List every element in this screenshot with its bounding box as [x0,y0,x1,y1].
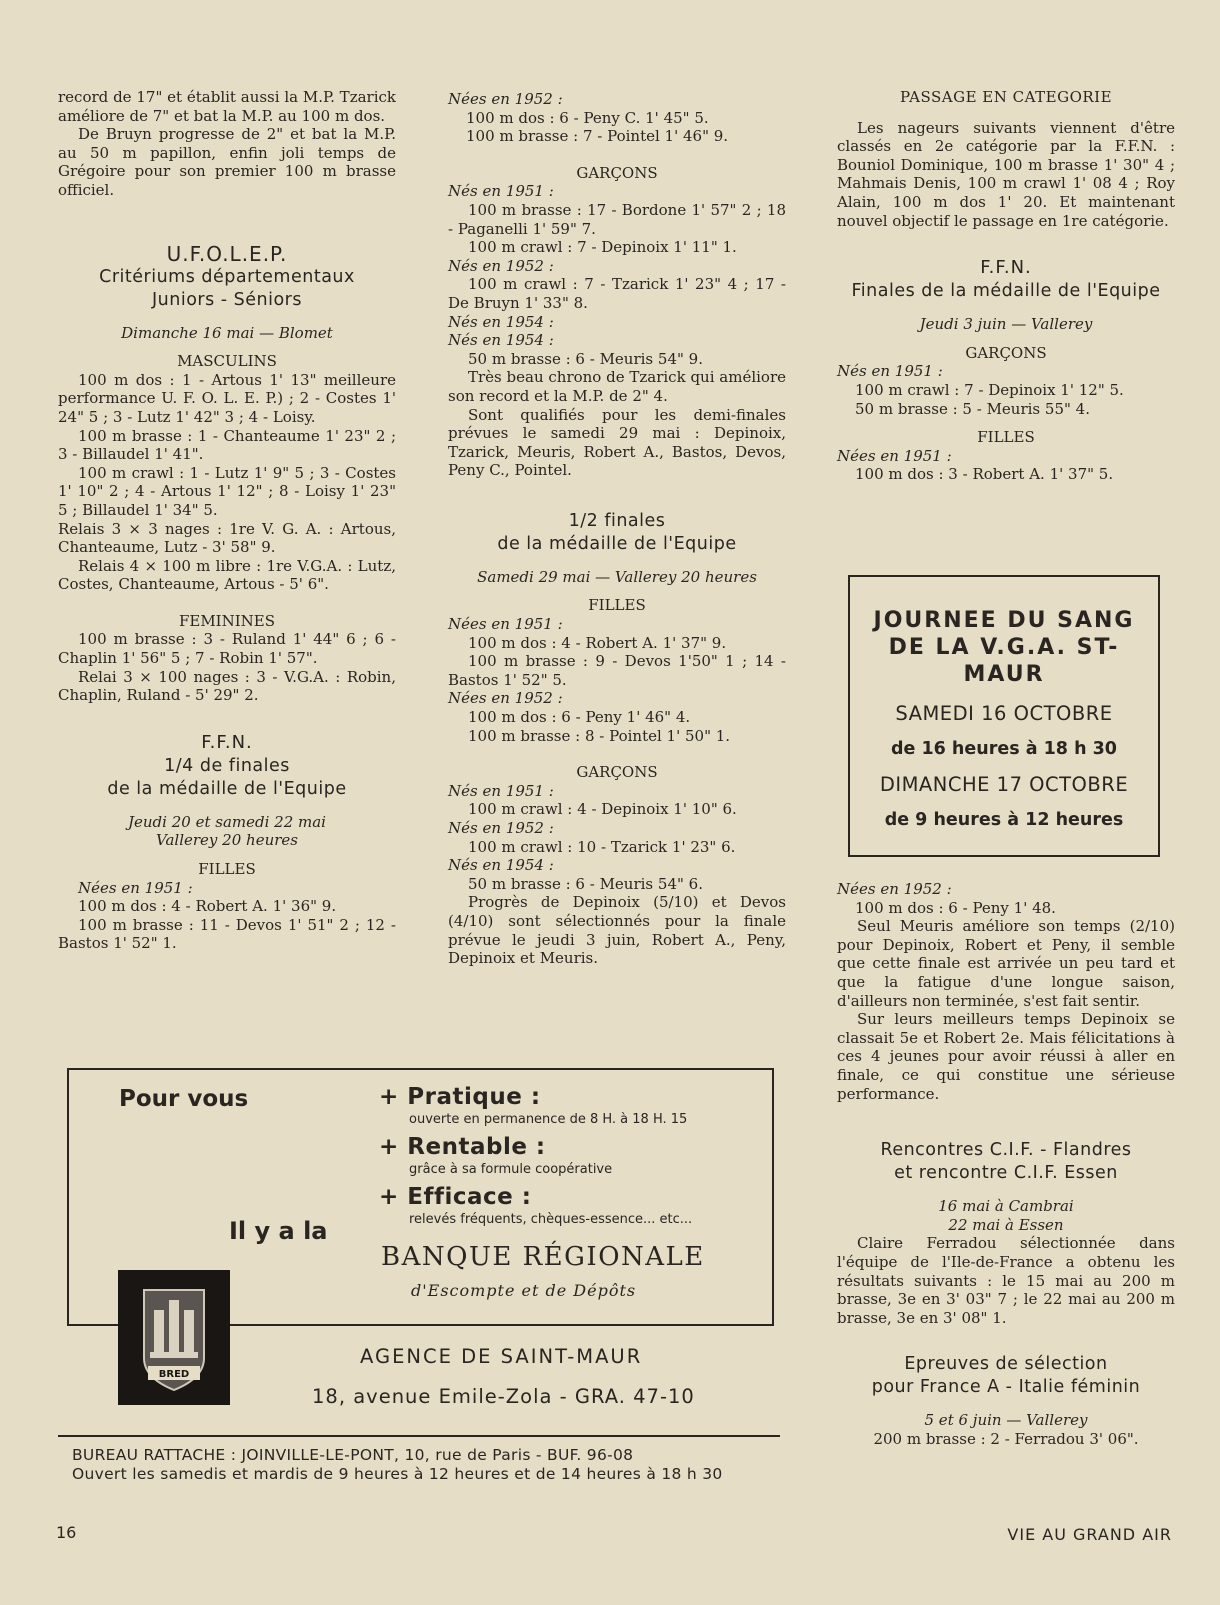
bank-subtitle: d'Escompte et de Dépôts [411,1281,637,1300]
page-number: 16 [56,1523,77,1542]
ad-feature-title: + Rentable : [379,1134,546,1160]
selection-venue: 5 et 6 juin — Vallerey [924,1411,1088,1430]
result-line: 100 m dos : 3 - Robert A. 1' 37" 5. [855,465,1114,484]
masculins-heading: MASCULINS [177,352,277,371]
ffn-title: F.F.N. [201,731,253,753]
result-line: 100 m brasse : 3 - Ruland 1' 44" 6 ; 6 - Chaplin 1' 56" 5 ; 7 - Robin 1' 57". [58,630,396,668]
blood-drive-hours: de 16 heures à 18 h 30 [891,739,1117,759]
paragraph: Claire Ferradou sélectionnée dans l'équipe de l'Ile-de-France a obtenu les résultats suivants : le 15 mai au 200 m brasse, 3e en 3' 03" 7 ; le 22 mai au 200 m brasse, 3e en 3' 08" 1. [837,1234,1175,1327]
bred-logo [118,1270,230,1405]
column-middle [448,90,786,968]
blood-drive-date: DIMANCHE 17 OCTOBRE [879,772,1129,796]
result-line: 100 m dos : 6 - Peny 1' 48. [855,898,1056,917]
result-line: 100 m dos : 6 - Peny 1' 46" 4. [468,708,691,727]
ad-pour-vous: Pour vous [119,1086,249,1112]
result-line: 100 m crawl : 4 - Depinoix 1' 10" 6. [468,800,737,819]
garcons-heading: GARÇONS [965,343,1047,362]
ffn-subtitle: Finales de la médaille de l'Equipe [851,281,1161,302]
result-line: Relai 3 × 100 nages : 3 - V.G.A. : Robin, Chaplin, Ruland - 5' 29" 2. [58,667,396,705]
paragraph: Sur leurs meilleurs temps Depinoix se classait 5e et Robert 2e. Mais félicitations à ces 4 jeunes pour avoir réussi à aller en finale, ce qui constitue une sérieuse performance. [837,1010,1175,1103]
paragraph: Seul Meuris améliore son temps (2/10) pour Depinoix, Robert et Peny, il semble que cette finale est arrivée un peu tard et que la fatigue d'une longue saison, d'ailleurs non terminée, s'est fait sentir. [837,917,1175,1010]
bureau-line: Ouvert les samedis et mardis de 9 heures à 12 heures et de 14 heures à 18 h 30 [72,1465,723,1483]
filles-heading: FILLES [588,596,646,615]
year-label: Nés en 1951 : [837,362,943,381]
ad-feature-detail: grâce à sa formule coopérative [409,1161,613,1177]
year-label: Nées en 1951 : [448,615,563,634]
ffn-subtitle: 1/4 de finales [164,755,290,776]
blood-drive-notice [848,575,1160,857]
magazine-name: VIE AU GRAND AIR [1007,1525,1172,1544]
garcons-heading: GARÇONS [576,163,658,182]
filles-heading: FILLES [198,860,256,879]
cif-venue: 22 mai à Essen [948,1215,1064,1234]
agency-name: AGENCE DE SAINT-MAUR [360,1345,643,1368]
ad-feature-title: + Pratique : [379,1084,541,1110]
result-line: 100 m dos : 4 - Robert A. 1' 36" 9. [78,897,337,916]
paragraph: Progrès de Depinoix (5/10) et Devos (4/10) sont sélectionnés pour la finale prévue le jeudi 3 juin, Robert A., Peny, Depinoix et Meuris. [448,893,786,968]
ad-feature-detail: ouverte en permanence de 8 H. à 18 H. 15 [409,1111,688,1127]
column-right [837,88,1175,484]
ffn-subtitle: de la médaille de l'Equipe [107,778,347,799]
ad-feature [379,1134,613,1179]
year-label: Nés en 1952 : [448,819,554,837]
bureau-info [72,1446,772,1484]
bank-name: BANQUE RÉGIONALE [381,1242,705,1272]
garcons-heading: GARÇONS [576,763,658,782]
result-line: 100 m dos : 4 - Robert A. 1' 37" 9. [468,633,727,652]
year-label: Nés en 1954 : [448,312,554,331]
paragraph: Très beau chrono de Tzarick qui améliore son record et la M.P. de 2" 4. [448,368,786,405]
year-label: Nés en 1951 : [448,781,554,800]
year-label: Nées en 1952 : [837,880,952,898]
ffn-venue: Jeudi 20 et samedi 22 mai [128,812,326,831]
intro-paragraph: De Bruyn progresse de 2" et bat la M.P. au 50 m papillon, enfin joli temps de Grégoire pour son premier 100 m brasse officiel. [58,125,396,199]
selection-title: pour France A - Italie féminin [871,1377,1141,1398]
result-line: 50 m brasse : 6 - Meuris 54" 9. [468,349,703,368]
ufolep-venue: Dimanche 16 mai — Blomet [121,323,333,342]
ufolep-subtitle: Critériums départementaux [99,266,355,287]
cif-title: et rencontre C.I.F. Essen [894,1163,1118,1184]
blood-drive-hours: de 9 heures à 12 heures [884,809,1124,830]
paragraph: Sont qualifiés pour les demi-finales prévues le samedi 29 mai : Depinoix, Tzarick, Meuris, Robert A., Bastos, Devos, Peny C., Pointel. [448,405,786,480]
result-line: 100 m brasse : 9 - Devos 1'50" 1 ; 14 - Bastos 1' 52" 5. [448,652,786,689]
year-label: Nés en 1954 : [448,856,554,875]
semifinal-title: 1/2 finales [568,510,666,531]
column-right-lower [837,880,1175,1448]
ad-feature [379,1184,693,1229]
ffn-title: F.F.N. [980,257,1032,279]
intro-paragraph: record de 17" et établit aussi la M.P. Tzarick améliore de 7" et bat la M.P. au 100 m dos. [58,88,396,125]
blood-drive-date: SAMEDI 16 OCTOBRE [895,702,1113,725]
ufolep-title: U.F.O.L.E.P. [166,241,288,266]
result-line: 100 m crawl : 7 - Depinoix 1' 11" 1. [468,238,737,257]
result-line: 100 m brasse : 8 - Pointel 1' 50" 1. [468,726,731,745]
filles-heading: FILLES [977,428,1035,447]
result-line: 100 m dos : 1 - Artous 1' 13" meilleure performance U. F. O. L. E. P.) ; 2 - Costes 1' 24" 5 ; 3 - Lutz 1' 42" 3 ; 4 - Loisy. [58,370,396,426]
passage-heading: PASSAGE EN CATEGORIE [899,88,1113,106]
cif-title: Rencontres C.I.F. - Flandres [880,1140,1132,1161]
result-line: Relais 4 × 100 m libre : 1re V.G.A. : Lutz, Costes, Chanteaume, Artous - 5' 6". [58,556,396,594]
result-line: 100 m dos : 6 - Peny C. 1' 45" 5. [466,108,709,127]
ad-feature-detail: relevés fréquents, chèques-essence... etc... [409,1211,693,1227]
paragraph: Les nageurs suivants viennent d'être classés en 2e catégorie par la F.F.N. : Bouniol Dominique, 100 m brasse 1' 30" 4 ; Mahmais Denis, 100 m crawl 1' 08 4 ; Roy Alain, 100 m dos 1' 20. Et maintenant nouvel objectif le passage en 1re catégorie. [837,118,1175,230]
result-line: 100 m crawl : 10 - Tzarick 1' 23" 6. [468,837,736,856]
year-label: Nées en 1951 : [78,878,193,897]
bred-logo-text: BRED [158,1369,190,1380]
result-line: 50 m brasse : 5 - Meuris 55" 4. [855,399,1090,418]
ad-feature [379,1084,688,1129]
result-line: 100 m brasse : 17 - Bordone 1' 57" 2 ; 18 - Paganelli 1' 59" 7. [448,200,786,238]
semifinal-title: de la médaille de l'Equipe [497,533,737,554]
semifinal-venue: Samedi 29 mai — Vallerey 20 heures [477,567,757,586]
agency-address: 18, avenue Emile-Zola - GRA. 47-10 [312,1385,695,1408]
year-label: Nés en 1952 : [448,256,554,275]
ffn-venue: Vallerey 20 heures [156,831,298,850]
result-line: 100 m brasse : 11 - Devos 1' 51" 2 ; 12 - Bastos 1' 52" 1. [58,915,396,953]
result-line: 200 m brasse : 2 - Ferradou 3' 06". [873,1429,1139,1448]
ufolep-subtitle: Juniors - Séniors [151,289,302,310]
result-line: 100 m crawl : 7 - Depinoix 1' 12" 5. [855,380,1124,399]
column-left [58,88,396,953]
year-label: Nées en 1951 : [837,446,952,465]
ad-feature-title: + Efficace : [379,1184,532,1210]
result-line: 100 m crawl : 1 - Lutz 1' 9" 5 ; 3 - Costes 1' 10" 2 ; 4 - Artous 1' 12" ; 8 - Loisy 1' 23" 5 ; Billaudel 1' 34" 5. [58,463,396,519]
blood-drive-title: JOURNEE DU SANG [873,608,1135,633]
result-line: Relais 3 × 3 nages : 1re V. G. A. : Artous, Chanteaume, Lutz - 3' 58" 9. [58,519,396,557]
bureau-line: BUREAU RATTACHE : JOINVILLE-LE-PONT, 10, rue de Paris - BUF. 96-08 [72,1446,634,1464]
selection-title: Epreuves de sélection [904,1354,1108,1375]
cif-venue: 16 mai à Cambrai [938,1197,1074,1216]
ad-il-y-a: Il y a la [229,1217,328,1245]
divider [58,1435,780,1437]
result-line: 100 m crawl : 7 - Tzarick 1' 23" 4 ; 17 - De Bruyn 1' 33" 8. [448,275,786,312]
feminines-heading: FEMININES [178,611,276,630]
result-line: 100 m brasse : 1 - Chanteaume 1' 23" 2 ; 3 - Billaudel 1' 41". [58,426,396,464]
year-label: Nés en 1951 : [448,182,554,201]
blood-drive-title: DE LA V.G.A. ST-MAUR [888,635,1120,687]
year-label: Nées en 1952 : [448,689,563,708]
year-label: Nés en 1954 : [448,331,554,350]
result-line: 50 m brasse : 6 - Meuris 54" 6. [468,874,703,893]
year-label: Nées en 1952 : [448,90,563,108]
result-line: 100 m brasse : 7 - Pointel 1' 46" 9. [466,127,729,146]
ffn-venue: Jeudi 3 juin — Vallerey [919,315,1093,334]
